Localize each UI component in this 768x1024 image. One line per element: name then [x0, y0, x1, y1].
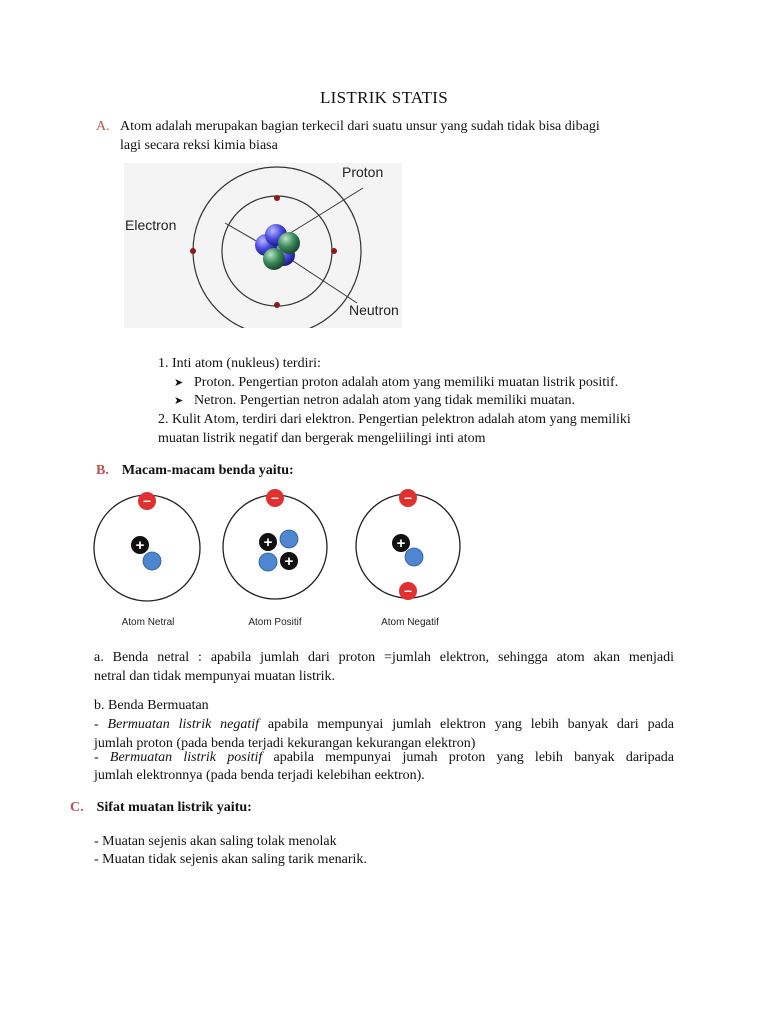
positive-text: apabila mempunyai jumah proton yang lebih banyak daripada [262, 750, 675, 765]
section-c-item-2: - Muatan tidak sejenis akan saling tarik menarik. [94, 852, 367, 867]
atom-positif [223, 489, 327, 599]
label-atom-netral: Atom Netral [121, 617, 175, 628]
minus-sign: – [143, 492, 151, 508]
list-bullet-1 [174, 373, 618, 393]
dash: - [94, 717, 108, 732]
list-item-2-line-2: muatan listrik negatif dan bergerak mengeliilingi inti atom [158, 431, 486, 446]
label-atom-positif: Atom Positif [248, 617, 302, 628]
neutron [405, 548, 423, 566]
atom-netral [94, 492, 200, 601]
electron-dot [190, 248, 196, 254]
section-c-title: Sifat muatan listrik yaitu: [96, 800, 252, 815]
arrow-bullet-icon: ➤ [174, 377, 184, 389]
minus-sign: – [404, 582, 412, 598]
arrow-bullet-icon: ➤ [174, 395, 184, 407]
minus-sign: – [271, 489, 279, 505]
neutron-sphere [263, 248, 285, 270]
neutron [143, 552, 161, 570]
section-a [96, 117, 110, 136]
label-atom-negatif: Atom Negatif [381, 617, 439, 628]
neutron-sphere [278, 232, 300, 254]
electron-label: Electron [125, 217, 177, 233]
para-a-line-2: netral dan tidak mempunyai muatan listrik. [94, 669, 336, 684]
dash: - [94, 750, 110, 765]
bullet-2-text: Netron. Pengertian netron adalah atom yang tidak memiliki muatan. [194, 393, 576, 408]
bullet-1-text: Proton. Pengertian proton adalah atom yang memiliki muatan listrik positif. [194, 375, 619, 390]
electron-dot [331, 248, 337, 254]
proton-label: Proton [342, 164, 384, 180]
list-item-2-line-1: 2. Kulit Atom, terdiri dari elektron. Pengertian pelektron adalah atom yang memiliki [158, 412, 631, 427]
negative-term: Bermuatan listrik negatif [107, 717, 260, 732]
section-b-title: Macam-macam benda yaitu: [121, 463, 294, 478]
atom-negatif [356, 489, 460, 600]
plus-sign: + [284, 553, 294, 570]
para-b-positive-line-1 [94, 748, 674, 767]
para-b-negative-line-2: jumlah proton (pada benda terjadi kekurangan kekurangan elektron) [94, 736, 476, 751]
charge-diagram [90, 488, 470, 633]
section-b-letter: B. [96, 463, 109, 478]
electron-dot [274, 195, 280, 201]
page-title: LISTRIK STATIS [320, 88, 448, 107]
plus-sign: + [263, 534, 273, 551]
section-c-letter: C. [70, 800, 84, 815]
para-b-positive-line-2: jumlah elektronnya (pada benda terjadi kelebihan eektron). [94, 768, 425, 783]
plus-sign: + [396, 535, 406, 552]
para-b-negative-line-1 [94, 715, 674, 734]
minus-sign: – [404, 489, 412, 505]
atom-diagram [124, 163, 402, 328]
section-a-line-2: lagi secara reksi kimia biasa [120, 138, 278, 153]
para-b-heading: b. Benda Bermuatan [94, 698, 209, 713]
section-b-heading [96, 461, 294, 480]
list-bullet-2 [174, 391, 575, 411]
positive-term: Bermuatan listrik positif [109, 750, 263, 765]
list-item-1: 1. Inti atom (nukleus) terdiri: [158, 356, 321, 371]
para-a-line-1: a. Benda netral : apabila jumlah dari proton =jumlah elektron, sehingga atom akan menjadi [94, 650, 674, 665]
neutron [259, 553, 277, 571]
section-a-line-1: Atom adalah merupakan bagian terkecil dari suatu unsur yang sudah tidak bisa dibagi [120, 119, 600, 134]
plus-sign: + [135, 537, 145, 554]
neutron-label: Neutron [349, 302, 399, 318]
negative-text: apabila mempunyai jumlah elektron yang lebih banyak dari pada [259, 717, 674, 732]
section-a-letter: A. [96, 119, 110, 134]
section-c-heading [70, 798, 252, 817]
section-c-item-1: - Muatan sejenis akan saling tolak menolak [94, 834, 337, 849]
neutron [280, 530, 298, 548]
electron-dot [274, 302, 280, 308]
